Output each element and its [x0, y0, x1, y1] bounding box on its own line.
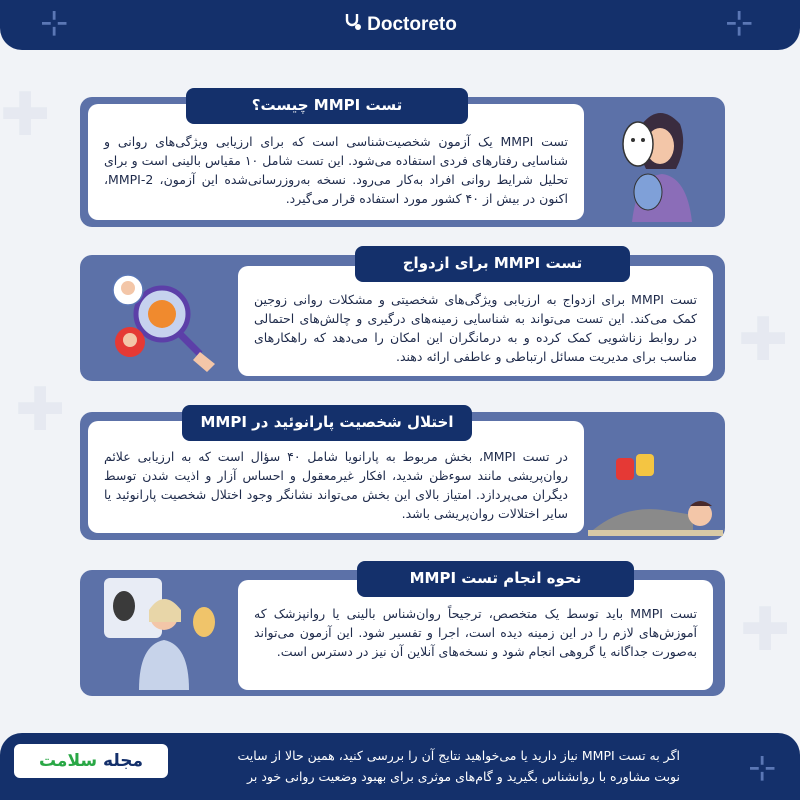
footer-cta-text	[180, 745, 680, 787]
medical-cross-icon: ⊹	[748, 748, 777, 788]
section-text: تست MMPI باید توسط یک متخصص، ترجیحاً روان‌شناس بالینی یا روانپزشک که آموزش‌های لازم را در این زمینه دیده است، اجرا و تفسیر شود. این آزمون می‌تواند به‌صورت جداگانه یا گروهی انجام شود و نسخه‌های آنلاین آن نیز در دسترس است.	[238, 580, 713, 690]
section-text: تست MMPI برای ازدواج به ارزیابی ویژگی‌های شخصیتی و مشکلات روانی زوجین کمک می‌کند. این تست می‌تواند به شناسایی زمینه‌های درگیری و چالش‌های احتمالی در روابط زناشویی کمک کرده و به درمانگران این امکان را می‌دهد که راهکارهای مناسب برای مدیریت مسائل ارتباطی و عاطفی ارائه دهند.	[238, 266, 713, 376]
section-title: تست MMPI برای ازدواج	[355, 246, 630, 282]
person-holding-masks-illustration	[104, 578, 226, 690]
background-cross-icon: ✚	[738, 305, 789, 375]
footer-line-2: نوبت مشاوره با روانشناس بگیرید و گام‌های موثری برای بهبود وضعیت روانی خود بر	[246, 769, 680, 784]
badge-text-magazine: مجله	[103, 751, 144, 771]
medical-cross-icon: ⊹	[40, 3, 69, 43]
section-title: اختلال شخصیت پارانوئید در MMPI	[182, 405, 472, 441]
brand-name: Doctoreto	[367, 14, 457, 36]
stethoscope-icon	[343, 12, 363, 38]
section-title: نحوه انجام تست MMPI	[357, 561, 634, 597]
header-bar	[0, 0, 800, 50]
badge-text-health: سلامت	[38, 751, 98, 771]
magnifier-people-illustration	[100, 262, 225, 374]
woman-holding-mask-illustration	[602, 104, 710, 222]
section-text: در تست MMPI، بخش مربوط به پارانویا شامل ۴۰ سؤال است که به ارزیابی علائم روان‌پریشی مانند سوءظن شدید، افکار غیرمعقول و احساس آزار و اذیت شدن توسط دیگران می‌پردازد. امتیاز بالای این بخش می‌تواند نشانگر وجود اختلال شخصیت پارانوئید یا سایر اختلالات روان‌پریشی باشد.	[88, 421, 584, 533]
background-cross-icon: ✚	[15, 375, 66, 445]
section-text: تست MMPI یک آزمون شخصیت‌شناسی است که برای ارزیابی ویژگی‌های روانی و شناسایی رفتارهای فردی استفاده می‌شود. این تست شامل ۱۰ مقیاس بالینی است و برای تحلیل شرایط روانی افراد به‌کار می‌رود. نسخه به‌روزرسانی‌شده این آزمون، MMPI-2، اکنون در بیش از ۴۰ کشور مورد استفاده قرار می‌گیرد.	[88, 104, 584, 220]
background-cross-icon: ✚	[0, 80, 51, 150]
brand-logo[interactable]	[0, 12, 800, 38]
health-magazine-badge[interactable]	[12, 742, 170, 780]
section-title: تست MMPI چیست؟	[186, 88, 468, 124]
person-lying-with-masks-illustration	[588, 430, 723, 540]
medical-cross-icon: ⊹	[725, 3, 754, 43]
background-cross-icon: ✚	[740, 595, 791, 665]
footer-line-1: اگر به تست MMPI نیاز دارید یا می‌خواهید نتایج آن را بررسی کنید، همین حالا از سایت	[237, 748, 680, 763]
